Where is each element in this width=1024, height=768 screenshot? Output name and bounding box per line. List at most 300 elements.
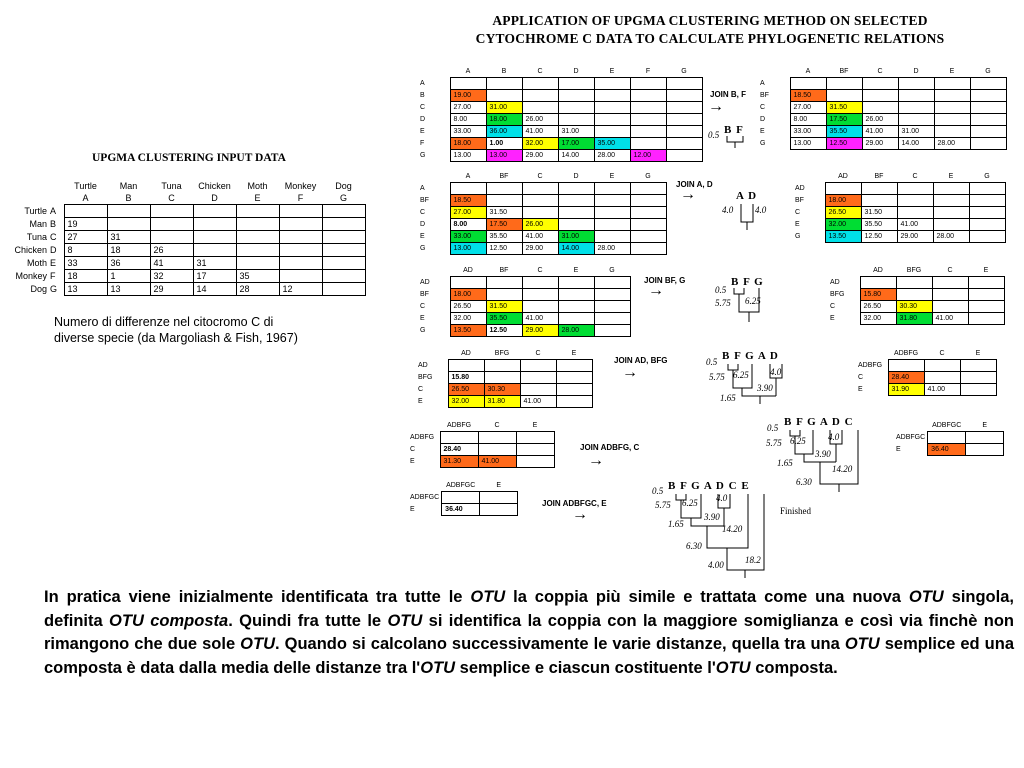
column-header: AD <box>838 172 848 180</box>
tree-5-height-6: 1.65 <box>777 458 793 468</box>
letter-label: F <box>50 270 56 281</box>
matrix-cell: 12.50 <box>486 325 522 337</box>
otu-term: OTU <box>240 635 276 653</box>
species-label: Monkey <box>15 270 47 281</box>
letter-label: G <box>50 283 58 294</box>
column-header: A <box>805 67 811 75</box>
matrix-cell: 27.00 <box>450 102 486 114</box>
row-label: BF <box>420 196 429 204</box>
row-label: BF <box>795 196 804 204</box>
matrix-cell: 31.30 <box>440 456 478 468</box>
species-label: Dog <box>30 283 47 294</box>
row-label: E <box>418 397 423 405</box>
letter-header: E <box>254 192 261 203</box>
row-label: E <box>410 457 415 465</box>
input-cell: 1 <box>107 270 150 283</box>
row-label: ADBFGC <box>896 433 926 441</box>
title-line-2: CYTOCHROME C DATA TO CALCULATE PHYLOGENETIC RELATIONS <box>475 31 945 46</box>
row-label: AD <box>418 361 428 369</box>
input-cell: 14 <box>193 283 236 296</box>
row-label: E <box>896 445 901 453</box>
para-text-3: singola, definita <box>44 588 1014 630</box>
matrix-cell: 26.50 <box>860 301 896 313</box>
tree-4-height-6: 1.65 <box>720 393 736 403</box>
tree-6-height-10: 4.00 <box>708 560 724 570</box>
matrix-cell: 29.00 <box>522 150 558 162</box>
join-label-2: JOIN A, D <box>676 180 713 189</box>
matrix-cell: 32.00 <box>522 138 558 150</box>
input-cell: 18 <box>64 270 107 283</box>
otu-term: OTU <box>844 635 880 653</box>
matrix-cell: 14.00 <box>558 243 594 255</box>
tree-6-height-9: 18.2 <box>745 555 761 565</box>
row-label: E <box>410 505 415 513</box>
arrow-icon: → <box>622 364 638 381</box>
tree-5-height-5: 3.90 <box>815 449 831 459</box>
caption-line-1: Numero di differenze nel citocromo C di <box>54 315 274 329</box>
letter-label: C <box>50 231 57 242</box>
row-label: A <box>420 184 425 192</box>
row-label: ADBFG <box>410 433 435 441</box>
caption-line-2: diverse specie (da Margoliash & Fish, 1967) <box>54 331 298 345</box>
letter-header: G <box>339 192 347 203</box>
input-cell: 19 <box>64 218 107 231</box>
row-label: E <box>830 314 835 322</box>
matrix-cell: 26.50 <box>450 301 486 313</box>
row-label: C <box>420 302 426 310</box>
column-header: A <box>465 172 471 180</box>
row-label: C <box>760 103 766 111</box>
matrix-cell: 32.00 <box>448 396 484 408</box>
column-header: AD <box>461 349 471 357</box>
matrix-cell: 18.00 <box>825 195 861 207</box>
column-header: ADBFGC <box>446 481 476 489</box>
tree-5-height-3: 6.25 <box>790 436 806 446</box>
species-label: Tuna <box>26 231 47 242</box>
input-cell: 12 <box>279 283 322 296</box>
matrix-cell: 26.00 <box>862 114 898 126</box>
tree-4-height-3: 6.25 <box>733 370 749 380</box>
matrix-cell: 12.50 <box>486 243 522 255</box>
matrix-cell: 18.00 <box>450 289 486 301</box>
row-label: ADBFGC <box>410 493 440 501</box>
row-label: C <box>420 103 426 111</box>
tree-6-height-4: 4.0 <box>716 493 728 503</box>
tree-3-height-1: 0.5 <box>715 285 727 295</box>
row-label: G <box>420 151 426 159</box>
column-header: BF <box>499 172 509 180</box>
column-header: A <box>465 67 471 75</box>
column-header: D <box>573 67 579 75</box>
column-header: F <box>645 67 651 75</box>
arrow-icon: → <box>680 186 696 203</box>
matrix-cell: 18.50 <box>790 90 826 102</box>
input-cell: 41 <box>150 257 193 270</box>
tree-4-height-2: 5.75 <box>709 372 725 382</box>
column-header: ADBFG <box>446 421 472 429</box>
tree-4-leaves: B F G A D <box>722 350 779 362</box>
column-header: E <box>496 481 501 489</box>
matrix-cell: 35.50 <box>486 313 522 325</box>
explanation-paragraph <box>44 586 1014 680</box>
matrix-cell: 33.00 <box>450 231 486 243</box>
column-header: BFG <box>906 266 922 274</box>
matrix-cell: 31.50 <box>486 301 522 313</box>
matrix-cell: 41.00 <box>478 456 516 468</box>
column-header: E <box>573 266 579 274</box>
column-header: G <box>609 266 615 274</box>
species-header: Tuna <box>161 180 182 191</box>
input-cell: 31 <box>193 257 236 270</box>
matrix-cell: 35.00 <box>594 138 630 150</box>
matrix-cell: 35.50 <box>486 231 522 243</box>
para-text-4: . Quindi fra tutte le <box>228 611 388 630</box>
letter-label: D <box>50 244 57 255</box>
column-header: C <box>535 349 541 357</box>
matrix-cell: 17.50 <box>826 114 862 126</box>
tree-2-height-a: 4.0 <box>722 205 734 215</box>
matrix-cell: 41.00 <box>932 313 968 325</box>
matrix-cell: 32.00 <box>450 313 486 325</box>
matrix-cell: 31.00 <box>558 231 594 243</box>
matrix-cell: 35.50 <box>826 126 862 138</box>
matrix-cell: 41.00 <box>520 396 556 408</box>
matrix-cell: 18.50 <box>450 195 486 207</box>
row-label: F <box>420 139 425 147</box>
tree-6-height-8: 6.30 <box>686 541 702 551</box>
join-label-6: JOIN ADBFGC, E <box>542 499 607 508</box>
arrow-icon: → <box>708 98 724 115</box>
row-label: D <box>420 220 426 228</box>
matrix-cell: 8.00 <box>790 114 826 126</box>
tree-6-height-7: 14.20 <box>722 524 743 534</box>
matrix-cell: 41.00 <box>924 384 960 396</box>
row-label: G <box>420 326 426 334</box>
matrix-cell: 13.00 <box>790 138 826 150</box>
row-label: D <box>420 115 426 123</box>
row-label: B <box>420 91 425 99</box>
matrix-cell: 14.00 <box>898 138 934 150</box>
column-header: E <box>982 421 987 429</box>
column-header: E <box>609 67 615 75</box>
row-label: G <box>795 232 801 240</box>
column-header: ADBFGC <box>932 421 962 429</box>
input-cell: 28 <box>236 283 279 296</box>
matrix-cell: 30.30 <box>484 384 520 396</box>
para-text-8: semplice e ciascun costituente l' <box>455 658 716 677</box>
arrow-icon: → <box>588 452 604 469</box>
join-label-3: JOIN BF, G <box>644 276 686 285</box>
column-header: E <box>532 421 538 429</box>
row-label: E <box>858 385 863 393</box>
para-text-6: . Quando si calcolano successivamente le varie distanze, quella tra una <box>275 635 845 653</box>
matrix-cell: 31.50 <box>486 207 522 219</box>
column-header: C <box>912 172 918 180</box>
matrix-cell: 33.00 <box>790 126 826 138</box>
species-header: Monkey <box>284 180 317 191</box>
matrix-cell: 12.00 <box>630 150 666 162</box>
matrix-cell: 36.40 <box>442 504 480 516</box>
otu-term: OTU <box>420 658 456 677</box>
matrix-cell: 35.50 <box>861 219 897 231</box>
tree-3-height-3: 6.25 <box>745 296 761 306</box>
matrix-cell: 12.50 <box>861 231 897 243</box>
title-line-1: APPLICATION OF UPGMA CLUSTERING METHOD ON SELECTED <box>492 13 928 28</box>
input-cell: 35 <box>236 270 279 283</box>
tree-5-height-4: 4.0 <box>828 432 840 442</box>
input-cell: 18 <box>107 244 150 257</box>
matrix-cell: 28.00 <box>594 243 630 255</box>
tree-6-height-5: 3.90 <box>704 512 720 522</box>
matrix-cell: 13.00 <box>450 150 486 162</box>
column-header: C <box>537 172 543 180</box>
row-label: E <box>795 220 800 228</box>
row-label: AD <box>420 278 430 286</box>
species-label: Turtle <box>24 205 47 216</box>
row-label: A <box>420 79 425 87</box>
letter-label: A <box>50 205 57 216</box>
row-label: E <box>420 127 425 135</box>
matrix-cell: 41.00 <box>522 313 558 325</box>
letter-header: A <box>82 192 89 203</box>
column-header: ADBFG <box>893 349 919 357</box>
row-label: BF <box>420 290 429 298</box>
tree-5-leaves: B F G A D C <box>784 416 854 428</box>
column-header: C <box>947 266 953 274</box>
tree-3-leaves: B F G <box>731 276 764 288</box>
matrix-cell: 17.00 <box>558 138 594 150</box>
tree-5-height-8: 6.30 <box>796 477 812 487</box>
column-header: C <box>877 67 883 75</box>
otu-term: OTU <box>715 658 751 677</box>
matrix-cell: 28.00 <box>933 231 969 243</box>
species-header: Dog <box>335 180 352 191</box>
matrix-cell: 18.00 <box>450 138 486 150</box>
matrix-cell: 32.00 <box>860 313 896 325</box>
letter-header: F <box>297 192 304 203</box>
join-label-1: JOIN B, F <box>710 90 747 99</box>
row-label: AD <box>830 278 840 286</box>
letter-header: B <box>125 192 132 203</box>
matrix-cell: 8.00 <box>450 114 486 126</box>
species-header: Turtle <box>74 180 97 191</box>
matrix-cell: 29.00 <box>897 231 933 243</box>
otu-term: OTU <box>470 588 506 606</box>
species-label: Moth <box>26 257 47 268</box>
species-header: Chicken <box>198 180 231 191</box>
matrix-cell: 31.80 <box>896 313 932 325</box>
matrix-cell: 28.40 <box>888 372 924 384</box>
input-cell: 29 <box>150 283 193 296</box>
letter-header: D <box>211 192 218 203</box>
matrix-cell: 32.00 <box>825 219 861 231</box>
otu-term: OTU <box>908 588 944 606</box>
column-header: G <box>985 67 991 75</box>
matrix-cell: 41.00 <box>522 231 558 243</box>
input-data-title: UPGMA CLUSTERING INPUT DATA <box>92 152 286 164</box>
column-header: B <box>501 67 507 75</box>
tree-5-height-7: 14.20 <box>832 464 853 474</box>
species-label: Man <box>29 218 47 229</box>
para-text-9: composta. <box>750 658 838 677</box>
column-header: C <box>939 349 945 357</box>
tree-2-height-d: 4.0 <box>755 205 767 215</box>
column-header: E <box>609 172 615 180</box>
row-label: BFG <box>830 290 845 298</box>
otu-composta-term: OTU composta <box>109 611 229 630</box>
matrix-cell: 13.00 <box>450 243 486 255</box>
matrix-cell: 31.50 <box>826 102 862 114</box>
finished-label: Finished <box>780 506 812 516</box>
matrix-cell: 28.00 <box>558 325 594 337</box>
column-header: G <box>645 172 651 180</box>
row-label: E <box>420 314 425 322</box>
tree-1-leaves: B F <box>724 124 744 136</box>
matrix-cell: 31.00 <box>486 102 522 114</box>
matrix-cell: 17.50 <box>486 219 522 231</box>
species-label: Chicken <box>14 244 47 255</box>
column-header: BF <box>839 67 849 75</box>
column-header: E <box>983 266 989 274</box>
matrix-cell: 28.00 <box>594 150 630 162</box>
species-header: Moth <box>247 180 268 191</box>
matrix-cell: 18.00 <box>486 114 522 126</box>
tree-6-height-2: 5.75 <box>655 500 671 510</box>
para-text-7: semplice ed una composta è data dalla media delle distanze tra l' <box>44 635 1015 677</box>
row-label: ADBFG <box>858 361 883 369</box>
tree-6-height-6: 1.65 <box>668 519 684 529</box>
join-label-4: JOIN AD, BFG <box>614 356 668 365</box>
row-label: E <box>420 232 425 240</box>
column-header: G <box>681 67 687 75</box>
column-header: AD <box>873 266 883 274</box>
column-header: BF <box>499 266 509 274</box>
para-text-5: si identifica la coppia con la maggiore somiglianza e così via finchè non rimangono che due sole <box>44 611 1014 653</box>
matrix-cell: 15.80 <box>448 372 484 384</box>
input-cell: 8 <box>64 244 107 257</box>
matrix-cell: 31.90 <box>888 384 924 396</box>
input-cell: 32 <box>150 270 193 283</box>
letter-label: E <box>50 257 57 268</box>
input-cell: 31 <box>107 231 150 244</box>
input-cell: 36 <box>107 257 150 270</box>
otu-term: OTU <box>387 611 423 630</box>
matrix-cell: 41.00 <box>897 219 933 231</box>
matrix-cell: 28.00 <box>934 138 970 150</box>
tree-6-height-1: 0.5 <box>652 486 664 496</box>
letter-label: B <box>50 218 57 229</box>
column-header: AD <box>463 266 473 274</box>
matrix-cell: 15.80 <box>860 289 896 301</box>
arrow-icon: → <box>572 506 588 523</box>
matrix-cell: 31.50 <box>861 207 897 219</box>
matrix-cell: 12.50 <box>826 138 862 150</box>
matrix-cell: 13.50 <box>825 231 861 243</box>
matrix-cell: 19.00 <box>450 90 486 102</box>
input-cell: 17 <box>193 270 236 283</box>
matrix-cell: 29.00 <box>522 325 558 337</box>
matrix-cell: 33.00 <box>450 126 486 138</box>
row-label: C <box>420 208 426 216</box>
row-label: C <box>795 208 801 216</box>
matrix-cell: 27.00 <box>790 102 826 114</box>
row-label: C <box>410 445 416 453</box>
matrix-cell: 30.30 <box>896 301 932 313</box>
matrix-cell: 1.00 <box>486 138 522 150</box>
row-label: G <box>420 244 426 252</box>
tree-4-height-5: 3.90 <box>757 383 773 393</box>
matrix-cell: 13.00 <box>486 150 522 162</box>
row-label: C <box>830 302 836 310</box>
column-header: C <box>537 266 543 274</box>
matrix-cell: 26.00 <box>522 114 558 126</box>
para-text-2: la coppia più simile e trattata come una nuova <box>505 588 909 606</box>
column-header: D <box>573 172 579 180</box>
tree-5-height-2: 5.75 <box>766 438 782 448</box>
species-header: Man <box>119 180 138 191</box>
tree-1-height: 0.5 <box>708 130 720 140</box>
column-header: E <box>571 349 577 357</box>
para-text-1: In pratica viene inizialmente identificata tra tutte le <box>44 588 471 606</box>
join-label-5: JOIN ADBFG, C <box>580 443 640 452</box>
row-label: AD <box>795 184 805 192</box>
row-label: G <box>760 139 766 147</box>
input-cell: 13 <box>64 283 107 296</box>
letter-header: C <box>168 192 175 203</box>
matrix-cell: 36.00 <box>486 126 522 138</box>
matrix-cell: 8.00 <box>450 219 486 231</box>
column-header: E <box>949 67 955 75</box>
tree-5-height-1: 0.5 <box>767 423 779 433</box>
column-header: D <box>913 67 919 75</box>
matrix-cell: 13.50 <box>450 325 486 337</box>
column-header: BFG <box>494 349 510 357</box>
matrix-cell: 31.00 <box>898 126 934 138</box>
matrix-cell: 31.00 <box>558 126 594 138</box>
row-label: D <box>760 115 766 123</box>
input-cell: 26 <box>150 244 193 257</box>
column-header: E <box>948 172 954 180</box>
tree-6-leaves: B F G A D C E <box>668 480 750 492</box>
row-label: C <box>418 385 424 393</box>
tree-4-height-4: 4.0 <box>770 367 782 377</box>
input-cell: 33 <box>64 257 107 270</box>
matrix-cell: 14.00 <box>558 150 594 162</box>
row-label: BF <box>760 91 769 99</box>
matrix-cell: 36.40 <box>928 444 966 456</box>
matrix-cell: 27.00 <box>450 207 486 219</box>
matrix-cell: 31.80 <box>484 396 520 408</box>
matrix-cell: 26.50 <box>825 207 861 219</box>
matrix-cell: 26.50 <box>448 384 484 396</box>
row-label: C <box>858 373 864 381</box>
column-header: BF <box>874 172 884 180</box>
column-header: C <box>494 421 500 429</box>
matrix-cell: 41.00 <box>862 126 898 138</box>
tree-6-height-3: 6.25 <box>682 498 698 508</box>
tree-2-leaves: A D <box>736 190 758 202</box>
matrix-cell: 41.00 <box>522 126 558 138</box>
row-label: A <box>760 79 765 87</box>
matrix-cell: 26.00 <box>522 219 558 231</box>
arrow-icon: → <box>648 282 664 299</box>
column-header: G <box>984 172 990 180</box>
tree-4-height-1: 0.5 <box>706 357 718 367</box>
column-header: C <box>537 67 543 75</box>
matrix-cell: 28.40 <box>440 444 478 456</box>
row-label: BFG <box>418 373 433 381</box>
input-cell: 27 <box>64 231 107 244</box>
